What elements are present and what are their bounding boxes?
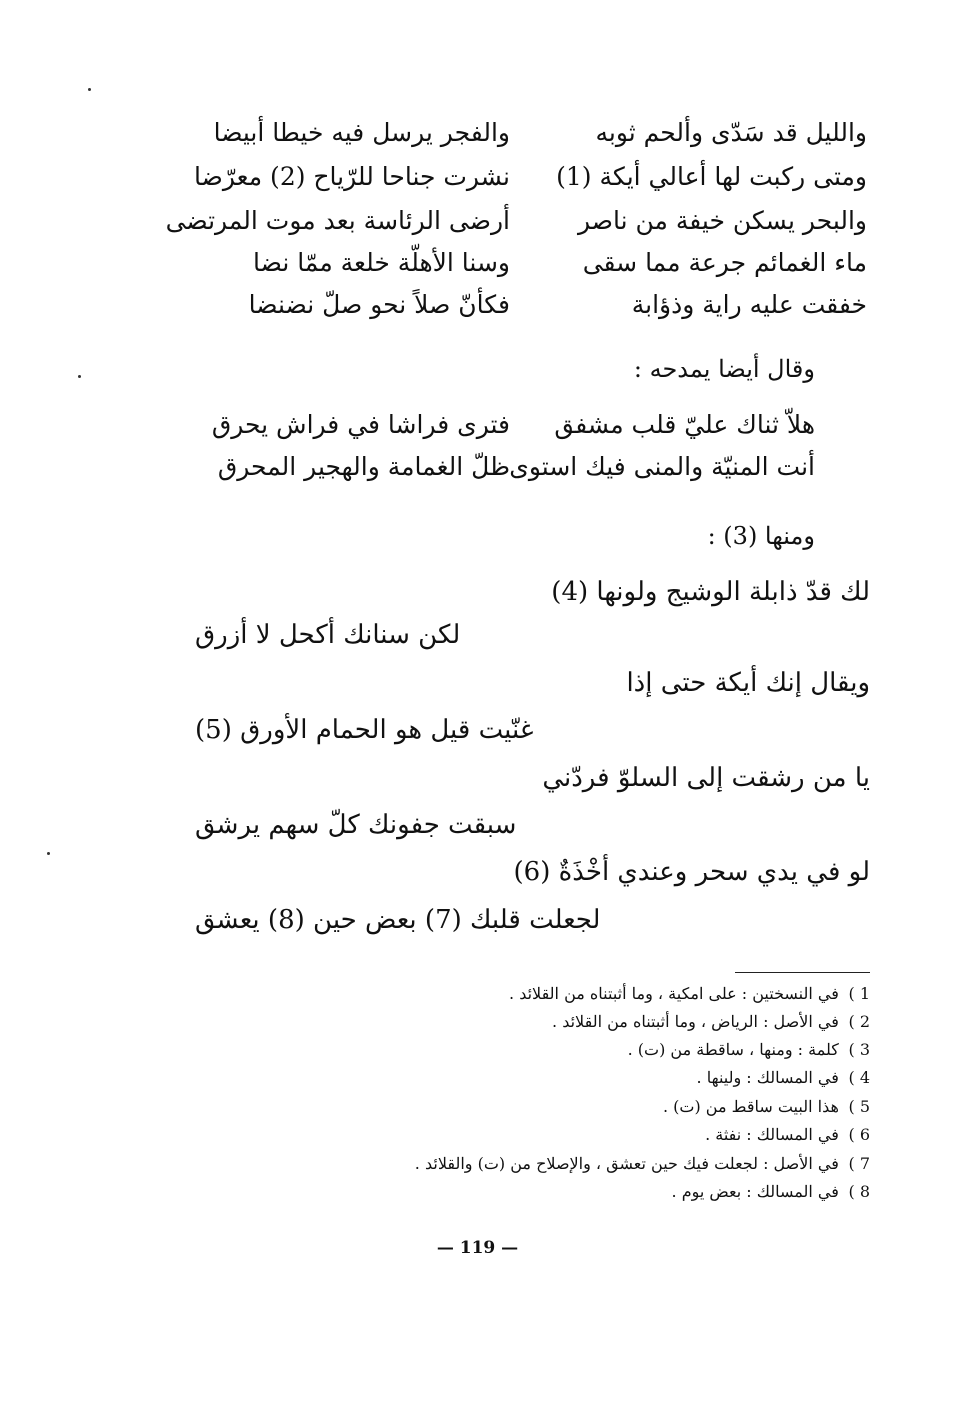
verse-row	[0, 206, 955, 250]
footnote-text: في الأصل : لجعلت فيك حين تعشق ، والإصلاح من (ت) والقلائد .	[414, 1154, 839, 1173]
poem-line: غنّيت قيل هو الحمام الأورق (5)	[195, 715, 534, 745]
verse-first-hemistich: والليل قد سَدّى وألحم ثوبه	[595, 118, 867, 147]
footnote	[697, 1068, 870, 1087]
verse-second-hemistich: والفجر يرسل فيه خيطا أبيضا	[213, 118, 510, 147]
poem-line: لجعلت قلبك (7) بعض حين (8) يعشق	[195, 905, 601, 935]
poem-line: لو في يدي سحر وعندي أخْذَةٌ (6)	[513, 857, 870, 887]
footnote-number: 1 )	[848, 984, 870, 1003]
footnote	[509, 984, 870, 1003]
verse-row	[0, 162, 955, 206]
footnote-text: في المسالك : ولينها .	[696, 1068, 839, 1087]
scan-speck	[78, 375, 81, 378]
verse-first-hemistich: والبحر يسكن خيفة من ناصر	[577, 206, 867, 235]
verse-first-hemistich: هلاّ ثناك عليّ قلب مشفق	[554, 410, 815, 439]
verse-row	[0, 118, 955, 162]
footnote	[672, 1182, 870, 1201]
poem-line: سبقت جفونك كلّ سهم يرشق	[195, 810, 517, 840]
footnote-number: 6 )	[848, 1125, 870, 1144]
footnote-text: في المسالك : نفثة .	[705, 1125, 839, 1144]
footnote-number: 4 )	[848, 1068, 870, 1087]
verse-row	[0, 290, 955, 334]
footnote	[415, 1154, 870, 1173]
footnote-number: 8 )	[848, 1182, 870, 1201]
verse-row	[0, 452, 955, 496]
poem-line: لكن سنانك أكحل لا أزرق	[195, 620, 461, 650]
footnote-number: 2 )	[848, 1012, 870, 1031]
poem-line: يا من رشقت إلى السلوّ فردّني	[542, 763, 870, 793]
verse-second-hemistich: فكأنّ صلاً نحو صلّ نضنضا	[248, 290, 510, 319]
verse-row	[0, 410, 955, 454]
verse-first-hemistich: خفقت عليه راية وذؤابة	[631, 290, 867, 319]
footnote-text: هذا البيت ساقط من (ت) .	[663, 1097, 839, 1116]
poem-line: ويقال إنك أيكة حتى إذا	[626, 668, 870, 698]
verse-first-hemistich: ماء الغمائم جرعة مما سقى	[582, 248, 867, 277]
intro-line: وقال أيضا يمدحه :	[633, 355, 815, 383]
footnote-text: كلمة : ومنها ، ساقطة من (ت) .	[627, 1040, 839, 1059]
scan-speck	[88, 88, 91, 91]
poem-line: لك قدّ ذابلة الوشيج ولونها (4)	[551, 577, 870, 607]
page-number: — 119 —	[436, 1238, 519, 1258]
footnote	[663, 1097, 870, 1116]
verse-second-hemistich: أرضى الرئاسة بعد موت المرتضى	[165, 206, 510, 235]
footnote	[705, 1125, 870, 1144]
footnote	[552, 1012, 870, 1031]
footnote	[628, 1040, 870, 1059]
footnote-number: 5 )	[848, 1097, 870, 1116]
verse-first-hemistich: ومتى ركبت لها أعالي أيكة (1)	[556, 162, 867, 191]
scan-speck	[47, 852, 50, 855]
verse-first-hemistich: أنت المنيّة والمنى فيك استوى	[509, 452, 815, 481]
verse-second-hemistich: وسنا الأهلّة خلعة ممّا نضا	[253, 248, 510, 277]
verse-row	[0, 248, 955, 292]
verse-second-hemistich: فترى فراشا في فراش يحرق	[211, 410, 510, 439]
footnote-text: في المسالك : بعض يوم .	[671, 1182, 839, 1201]
footnote-number: 3 )	[848, 1040, 870, 1059]
footnote-text: في الأصل : الرياض ، وما أثبتناه من القلائد .	[552, 1012, 839, 1031]
intro-line: ومنها (3) :	[707, 522, 815, 550]
footnote-text: في النسختين : على امكية ، وما أثبتناه من القلائد .	[509, 984, 839, 1003]
verse-second-hemistich: ظلّ الغمامة والهجير المحرق	[217, 452, 510, 481]
verse-second-hemistich: نشرت جناحا للرّياح (2) معرّضا	[194, 162, 510, 191]
footnote-separator	[735, 972, 870, 973]
footnote-number: 7 )	[848, 1154, 870, 1173]
